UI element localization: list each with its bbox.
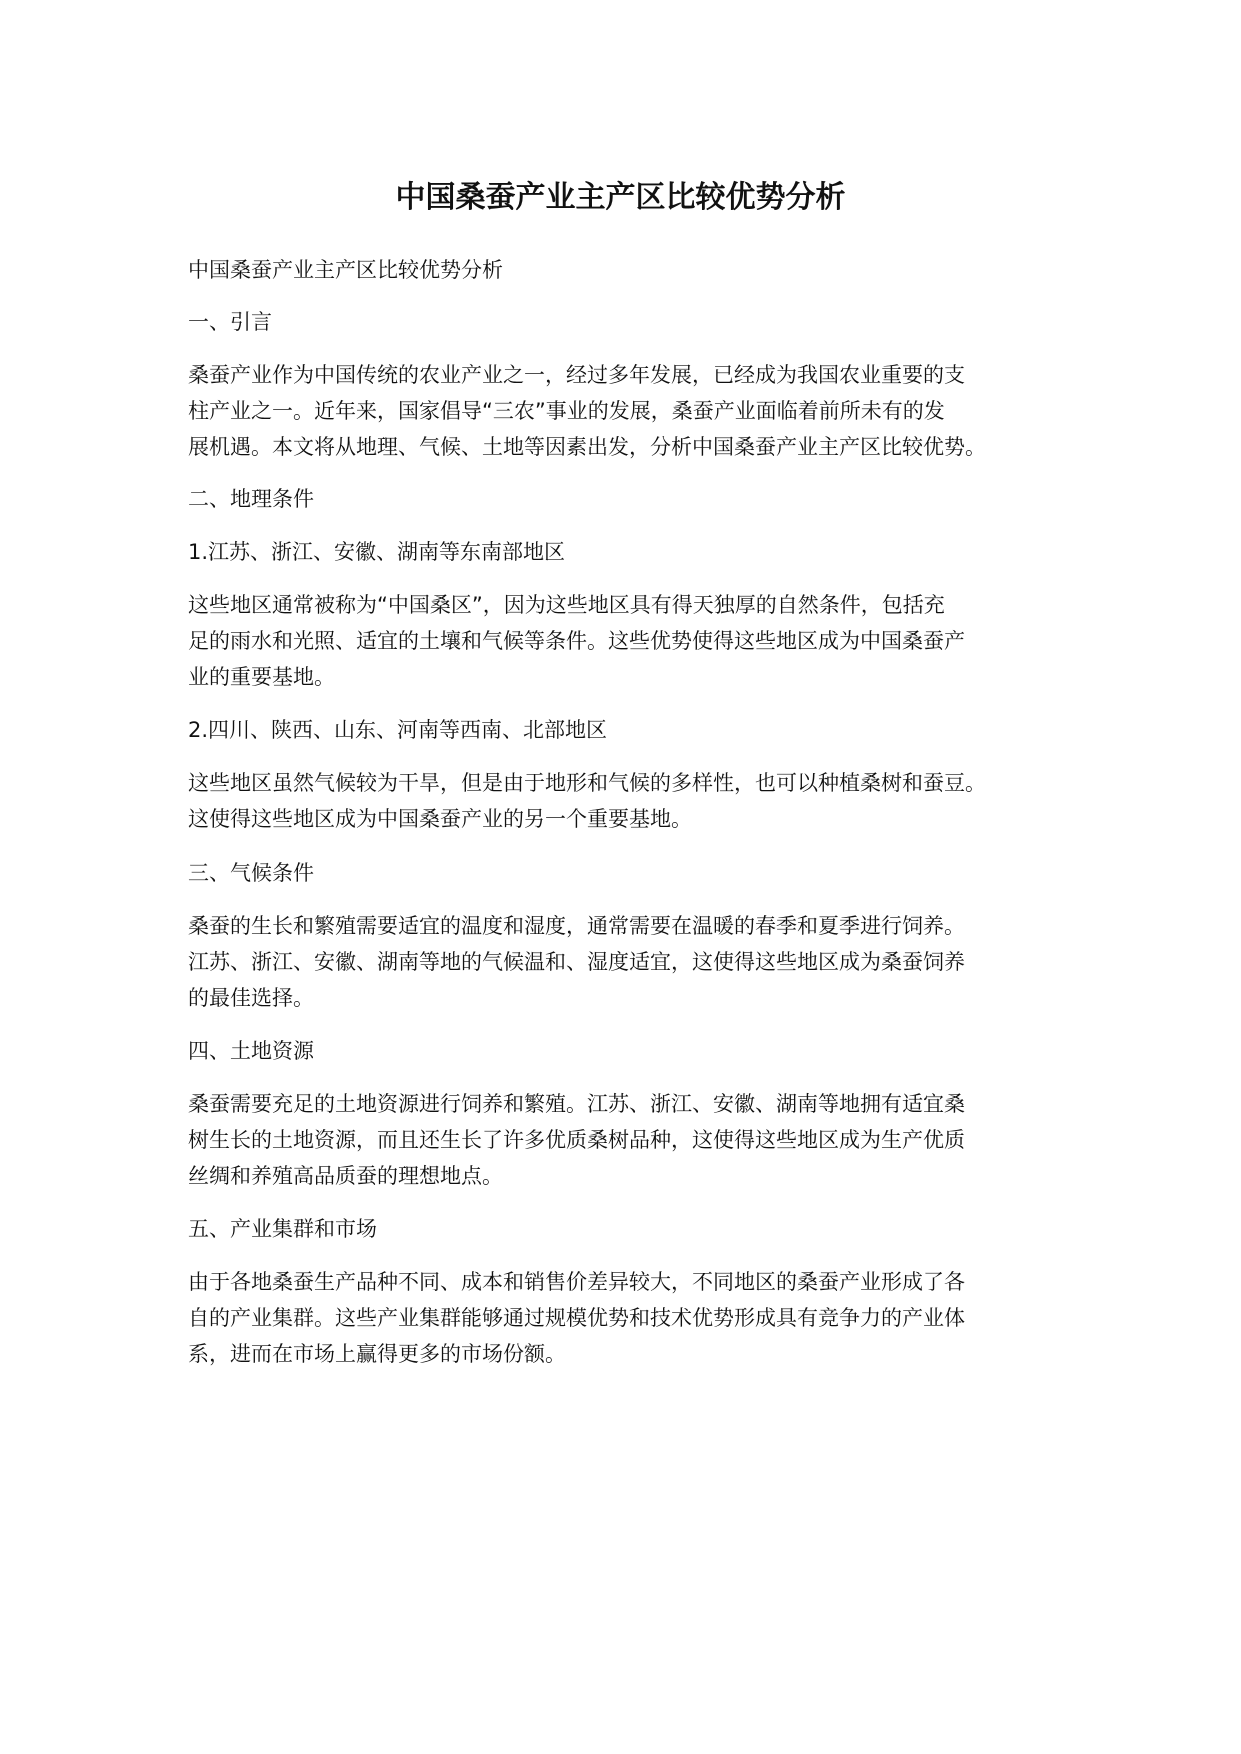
paragraph-line: 这些地区通常被称为“中国桑区”，因为这些地区具有得天独厚的自然条件，包括充 <box>188 593 945 617</box>
paragraph-line: 自的产业集群。这些产业集群能够通过规模优势和技术优势形成具有竞争力的产业体 <box>188 1306 965 1330</box>
paragraph-line: 足的雨水和光照、适宜的土壤和气候等条件。这些优势使得这些地区成为中国桑蚕产 <box>188 629 965 653</box>
section-heading-geography: 二、地理条件 <box>188 487 314 511</box>
document-title: 中国桑蚕产业主产区比较优势分析 <box>395 180 846 215</box>
paragraph-line: 柱产业之一。近年来，国家倡导“三农”事业的发展，桑蚕产业面临着前所未有的发 <box>188 399 945 423</box>
subsection-heading-southwest-north: 2.四川、陕西、山东、河南等西南、北部地区 <box>188 718 608 742</box>
paragraph-line: 展机遇。本文将从地理、气候、土地等因素出发，分析中国桑蚕产业主产区比较优势。 <box>188 435 986 459</box>
paragraph-line: 树生长的土地资源，而且还生长了许多优质桑树品种，这使得这些地区成为生产优质 <box>188 1128 965 1152</box>
document-subtitle: 中国桑蚕产业主产区比较优势分析 <box>188 258 503 282</box>
climate-paragraph <box>188 908 1068 1016</box>
paragraph-line: 的最佳选择。 <box>188 986 314 1010</box>
paragraph-line: 这些地区虽然气候较为干旱，但是由于地形和气候的多样性，也可以种植桑树和蚕豆。 <box>188 771 986 795</box>
paragraph-line: 业的重要基地。 <box>188 665 335 689</box>
subsection-heading-southeast: 1.江苏、浙江、安徽、湖南等东南部地区 <box>188 540 566 564</box>
section-heading-industry-market: 五、产业集群和市场 <box>188 1217 377 1241</box>
introduction-paragraph <box>188 357 1068 465</box>
section-heading-climate: 三、气候条件 <box>188 861 314 885</box>
industry-market-paragraph <box>188 1264 1068 1372</box>
paragraph-line: 桑蚕的生长和繁殖需要适宜的温度和湿度，通常需要在温暖的春季和夏季进行饲养。 <box>188 914 965 938</box>
paragraph-line: 丝绸和养殖高品质蚕的理想地点。 <box>188 1164 503 1188</box>
paragraph-line: 桑蚕需要充足的土地资源进行饲养和繁殖。江苏、浙江、安徽、湖南等地拥有适宜桑 <box>188 1092 965 1116</box>
paragraph-line: 桑蚕产业作为中国传统的农业产业之一，经过多年发展，已经成为我国农业重要的支 <box>188 363 965 387</box>
paragraph-line: 系，进而在市场上赢得更多的市场份额。 <box>188 1342 566 1366</box>
paragraph-line: 这使得这些地区成为中国桑蚕产业的另一个重要基地。 <box>188 807 692 831</box>
southeast-paragraph <box>188 587 1068 695</box>
land-paragraph <box>188 1086 1068 1194</box>
paragraph-line: 由于各地桑蚕生产品种不同、成本和销售价差异较大，不同地区的桑蚕产业形成了各 <box>188 1270 965 1294</box>
section-heading-introduction: 一、引言 <box>188 310 272 334</box>
paragraph-line: 江苏、浙江、安徽、湖南等地的气候温和、湿度适宜，这使得这些地区成为桑蚕饲养 <box>188 950 965 974</box>
section-heading-land: 四、土地资源 <box>188 1039 314 1063</box>
southwest-north-paragraph <box>188 765 1068 837</box>
